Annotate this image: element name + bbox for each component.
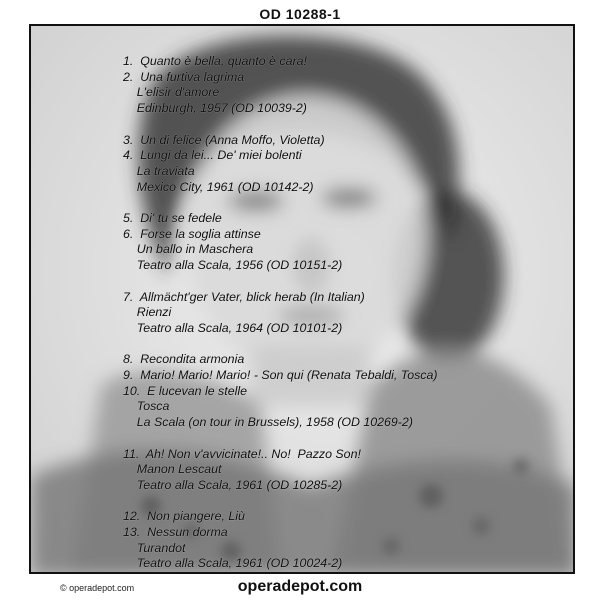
copyright-notice: © operadepot.com	[60, 583, 135, 593]
track-line: 5. Di' tu se fedele	[123, 211, 222, 225]
track-line: 11. Ah! Non v'avvicinate!.. No! Pazzo Son!	[123, 446, 361, 461]
track-list-spacer	[123, 337, 438, 353]
track-line: Mexico City, 1961 (OD 10142-2)	[123, 179, 314, 194]
track-line: Manon Lescaut	[123, 462, 222, 477]
track-list-spacer	[123, 195, 438, 211]
track-line: L'elisir d'amore	[123, 85, 220, 100]
track-line: Teatro alla Scala, 1956 (OD 10151-2)	[123, 258, 343, 273]
track-line: 3. Un di felice (Anna Moffo, Violetta)	[123, 132, 325, 147]
track-line: Teatro alla Scala, 1961 (OD 10285-2)	[123, 477, 343, 492]
track-line: 7. Allmächt'ger Vater, blick herab (In Italian)	[123, 289, 365, 304]
track-list-spacer	[123, 431, 438, 447]
track-line: 12. Non piangere, Liù	[123, 509, 245, 524]
track-line: Rienzi	[123, 305, 172, 320]
track-line: Edinburgh, 1957 (OD 10039-2)	[123, 101, 307, 116]
track-line: Teatro alla Scala, 1964 (OD 10101-2)	[123, 320, 343, 335]
track-line: 1. Quanto è bella, quanto è cara!	[123, 54, 307, 68]
track-list	[123, 54, 438, 572]
track-line: 6. Forse la soglia attinse	[123, 226, 261, 241]
track-line: Tosca	[123, 399, 170, 414]
back-cover-panel	[29, 24, 575, 574]
track-line: 10. E lucevan le stelle	[123, 383, 247, 398]
track-line: 13. Nessun dorma	[123, 525, 228, 539]
track-line: Turandot	[123, 540, 186, 555]
track-line: 9. Mario! Mario! Mario! - Son qui (Renata Tebaldi, Tosca)	[123, 368, 438, 382]
track-line: La Scala (on tour in Brussels), 1958 (OD 10269-2)	[123, 415, 413, 430]
catalog-number: OD 10288-1	[259, 6, 341, 22]
track-list-spacer	[123, 117, 438, 133]
track-line: 2. Una furtiva lagrima	[123, 69, 245, 84]
track-line: Teatro alla Scala, 1961 (OD 10024-2)	[123, 556, 343, 571]
track-line: 4. Lungi da lei... De' miei bolenti	[123, 148, 302, 163]
track-line: Un ballo in Maschera	[123, 242, 254, 257]
track-line: La traviata	[123, 163, 195, 178]
site-logo-text: operadepot.com	[237, 578, 363, 595]
track-line: 8. Recondita armonia	[123, 352, 245, 367]
track-list-spacer	[123, 494, 438, 510]
track-list-spacer	[123, 274, 438, 290]
